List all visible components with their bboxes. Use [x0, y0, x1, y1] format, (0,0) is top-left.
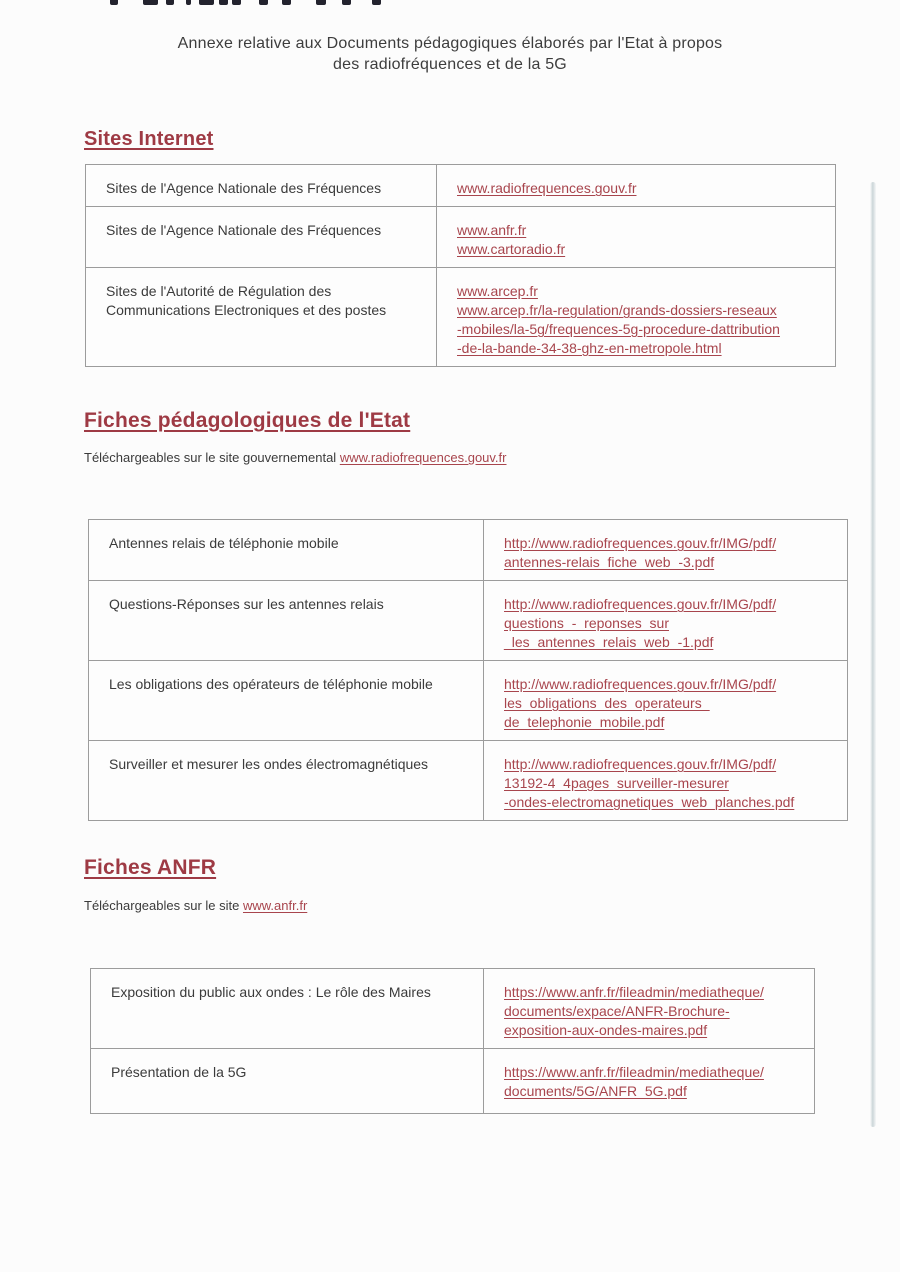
row-links	[437, 268, 836, 367]
document-link[interactable]: www.cartoradio.fr	[457, 241, 566, 257]
section-heading-fiches-anfr: Fiches ANFR	[84, 856, 217, 879]
row-label: Les obligations des opérateurs de téléphonie mobile	[89, 661, 484, 741]
row-label: Sites de l'Agence Nationale des Fréquences	[86, 207, 437, 268]
document-title-line2: des radiofréquences et de la 5G	[333, 56, 567, 73]
fiches-anfr-table	[90, 968, 815, 1114]
row-label: Antennes relais de téléphonie mobile	[89, 520, 484, 581]
document-title-line1: Annexe relative aux Documents pédagogiques élaborés par l'Etat à propos	[177, 35, 723, 52]
document-link[interactable]: www.anfr.fr	[457, 222, 527, 238]
table-row	[89, 581, 848, 661]
row-links	[437, 207, 836, 268]
row-label: Surveiller et mesurer les ondes électromagnétiques	[89, 741, 484, 821]
document-link[interactable]: http://www.radiofrequences.gouv.fr/IMG/pdf/ questions_-_reponses_sur _les_antennes_relais_web_-1.pdf	[504, 596, 777, 650]
row-label: Exposition du public aux ondes : Le rôle des Maires	[91, 969, 484, 1049]
scan-artifact-top	[0, 0, 900, 6]
row-label: Présentation de la 5G	[91, 1049, 484, 1114]
document-link[interactable]: https://www.anfr.fr/fileadmin/mediatheque/ documents/expace/ANFR-Brochure- exposition-aux-ondes-maires.pdf	[504, 984, 764, 1038]
document-link[interactable]: http://www.radiofrequences.gouv.fr/IMG/pdf/ antennes-relais_fiche_web_-3.pdf	[504, 535, 777, 570]
row-links	[484, 741, 848, 821]
row-label: Sites de l'Agence Nationale des Fréquences	[86, 165, 437, 207]
table-row	[89, 741, 848, 821]
table-row	[89, 661, 848, 741]
table-row	[86, 165, 836, 207]
intro-text: Téléchargeables sur le site	[84, 898, 243, 913]
row-label: Questions-Réponses sur les antennes relais	[89, 581, 484, 661]
intro-fiches-anfr	[84, 898, 307, 913]
row-links	[484, 581, 848, 661]
row-links	[484, 520, 848, 581]
sites-internet-table	[85, 164, 836, 367]
scan-edge-shadow	[870, 182, 876, 1127]
row-links	[437, 165, 836, 207]
section-heading-fiches-etat: Fiches pédagologiques de l'Etat	[84, 409, 411, 432]
document-link[interactable]: https://www.anfr.fr/fileadmin/mediatheque/ documents/5G/ANFR_5G.pdf	[504, 1064, 764, 1099]
document-link[interactable]: http://www.radiofrequences.gouv.fr/IMG/pdf/ 13192-4_4pages_surveiller-mesurer -ondes-electromagnetiques_web_planches.pdf	[504, 756, 795, 810]
row-links	[484, 969, 815, 1049]
intro-link-radiofrequences[interactable]: www.radiofrequences.gouv.fr	[339, 450, 507, 465]
document-link[interactable]: www.arcep.fr	[457, 283, 538, 299]
intro-fiches-etat	[84, 450, 507, 465]
table-row	[86, 268, 836, 367]
table-row	[91, 969, 815, 1049]
document-title	[0, 33, 900, 75]
document-link[interactable]: http://www.radiofrequences.gouv.fr/IMG/pdf/ les_obligations_des_operateurs_ de_telephonie_mobile.pdf	[504, 676, 777, 730]
document-link[interactable]: www.radiofrequences.gouv.fr	[457, 180, 637, 196]
row-links	[484, 1049, 815, 1114]
row-links	[484, 661, 848, 741]
table-row	[91, 1049, 815, 1114]
section-heading-sites-internet: Sites Internet	[84, 128, 214, 150]
intro-text: Téléchargeables sur le site gouvernemental	[84, 450, 340, 465]
fiches-etat-table	[88, 519, 848, 821]
intro-link-anfr[interactable]: www.anfr.fr	[242, 898, 308, 913]
table-row	[86, 207, 836, 268]
document-link[interactable]: www.arcep.fr/la-regulation/grands-dossiers-reseaux -mobiles/la-5g/frequences-5g-procedure-dattribution -de-la-bande-34-38-ghz-en-metropole.html	[457, 302, 780, 356]
row-label: Sites de l'Autorité de Régulation des Communications Electroniques et des postes	[86, 268, 437, 367]
table-row	[89, 520, 848, 581]
